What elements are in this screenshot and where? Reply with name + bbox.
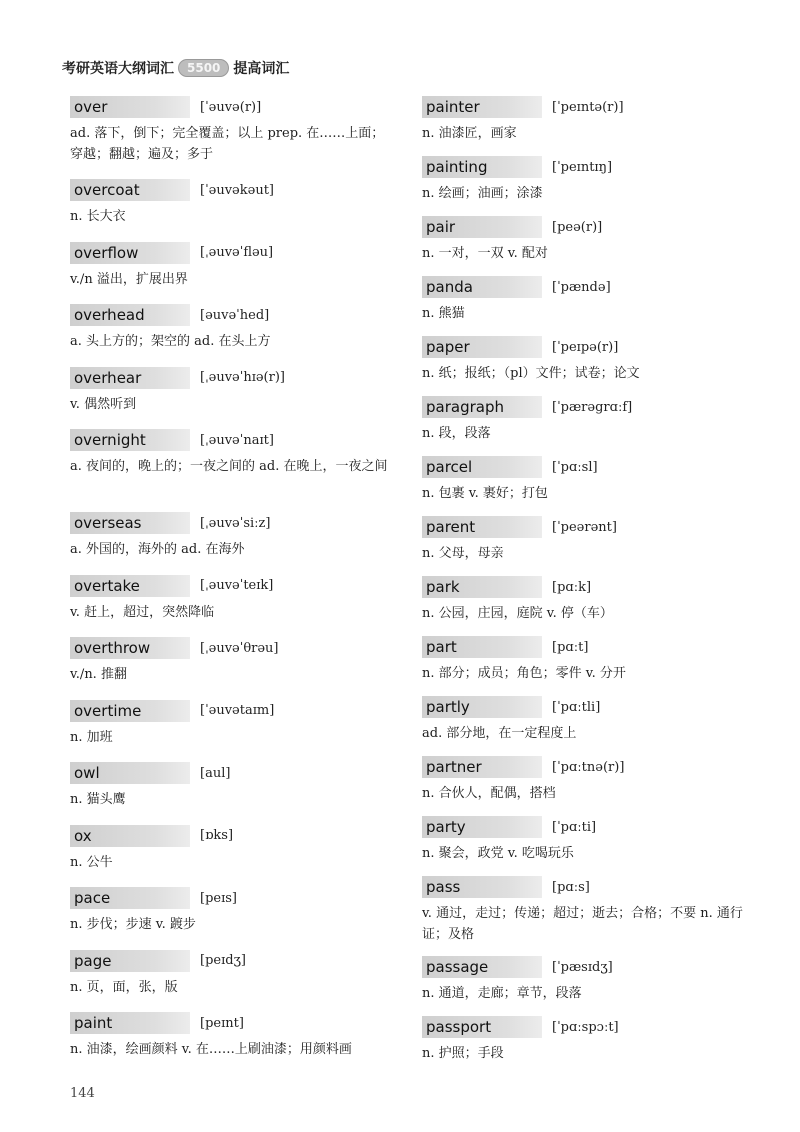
vocab-entry (70, 885, 400, 948)
vocab-entry (422, 514, 757, 574)
vocab-entry (70, 302, 400, 365)
vocab-entry (70, 427, 400, 510)
headword: overnight (70, 429, 190, 451)
headword: paragraph (422, 396, 542, 418)
vocab-entry (70, 698, 400, 761)
vocab-entry (422, 394, 757, 454)
phonetic: [ˈəuvəkəut] (200, 182, 274, 198)
headword: pair (422, 216, 542, 238)
phonetic: [ˌəuvəˈnaɪt] (200, 432, 274, 448)
definition: n. 合伙人，配偶，搭档 (422, 786, 556, 801)
phonetic: [əuvəˈhed] (200, 307, 270, 323)
definition: v./n 溢出，扩展出界 (70, 271, 188, 287)
vocab-entry (70, 177, 400, 240)
headword: parcel (422, 456, 542, 478)
vocab-entry (70, 760, 400, 823)
phonetic: [ɒks] (200, 828, 234, 843)
entry-headword-row (70, 427, 400, 453)
vocab-entry (70, 94, 400, 177)
phonetic: [ˈəuvətaɪm] (200, 703, 275, 718)
entry-headword-row (422, 514, 757, 540)
headword: panda (422, 276, 542, 298)
vocab-entry (70, 1010, 400, 1073)
entry-headword-row (422, 154, 757, 180)
vocab-entry (422, 334, 757, 394)
entry-headword-row (422, 214, 757, 240)
vocab-entry (422, 274, 757, 334)
phonetic: [ˈpændə] (552, 279, 611, 295)
headword: parent (422, 516, 542, 538)
entry-headword-row (70, 94, 400, 120)
entry-headword-row (70, 177, 400, 203)
headword: overcoat (70, 179, 190, 201)
definition: n. 护照；手段 (422, 1046, 504, 1061)
vocab-entry (422, 94, 757, 154)
vocab-entry (70, 365, 400, 428)
page-number: 144 (70, 1086, 95, 1101)
entry-headword-row (422, 954, 757, 980)
entry-headword-row (70, 240, 400, 266)
entry-headword-row (422, 694, 757, 720)
entry-headword-row (422, 574, 757, 600)
vocab-entry (422, 1014, 757, 1074)
definition: n. 加班 (70, 729, 113, 745)
definition: v. 赶上，超过，突然降临 (70, 604, 215, 620)
entry-headword-row (70, 510, 400, 536)
running-header (62, 58, 289, 78)
vocab-entry (70, 510, 400, 573)
phonetic: [pɑːk] (552, 579, 592, 595)
right-column (422, 94, 757, 1074)
phonetic: [ˌəuvəˈsiːz] (200, 515, 271, 531)
entry-headword-row (70, 885, 400, 911)
entry-headword-row (422, 1014, 757, 1040)
definition: n. 段，段落 (422, 426, 491, 441)
phonetic: [ˈpeɪpə(r)] (552, 339, 619, 355)
entry-headword-row (422, 454, 757, 480)
header-subtitle: 提高词汇 (233, 61, 290, 77)
vocab-entry (422, 574, 757, 634)
entry-headword-row (70, 365, 400, 391)
definition: n. 公牛 (70, 854, 113, 870)
headword: overtake (70, 575, 190, 597)
headword: ox (70, 825, 190, 847)
phonetic: [peɪs] (200, 890, 237, 906)
phonetic: [ˈpɑːti] (552, 819, 597, 835)
entry-headword-row (70, 573, 400, 599)
headword: partner (422, 756, 542, 778)
phonetic: [ˈpæsɪdʒ] (552, 959, 613, 975)
definition: n. 油漆匠，画家 (422, 126, 517, 141)
headword: paint (70, 1012, 190, 1034)
headword: owl (70, 762, 190, 784)
phonetic: [ˈpɑːspɔːt] (552, 1019, 619, 1035)
definition: v. 偶然听到 (70, 396, 137, 412)
definition: n. 包裹 v. 裹好；打包 (422, 486, 548, 501)
vocab-entry (422, 874, 757, 954)
vocab-entry (422, 454, 757, 514)
phonetic: [ˈpɑːtli] (552, 699, 601, 715)
entry-headword-row (70, 698, 400, 724)
headword: paper (422, 336, 542, 358)
headword: pace (70, 887, 190, 909)
definition: ad. 落下，倒下；完全覆盖；以上 prep. 在……上面；穿越；翻越；遍及；多于 (70, 126, 385, 162)
vocab-entry (422, 214, 757, 274)
headword: passage (422, 956, 542, 978)
headword: pass (422, 876, 542, 898)
definition: n. 油漆，绘画颜料 v. 在……上刷油漆；用颜料画 (70, 1042, 352, 1057)
phonetic: [peɪdʒ] (200, 953, 246, 968)
vocab-entry (422, 754, 757, 814)
phonetic: [ˌəuvəˈteɪk] (200, 578, 274, 593)
header-title: 考研英语大纲词汇 (62, 61, 174, 77)
vocab-entry (70, 948, 400, 1011)
phonetic: [ˈpeɪntɪŋ] (552, 159, 613, 175)
headword: page (70, 950, 190, 972)
headword: overseas (70, 512, 190, 534)
definition: n. 猫头鹰 (70, 792, 126, 807)
vocab-entry (422, 814, 757, 874)
headword: part (422, 636, 542, 658)
phonetic: [ˈpeɪntə(r)] (552, 99, 624, 115)
definition: n. 步伐；步速 v. 踱步 (70, 917, 196, 932)
left-column (70, 94, 400, 1073)
phonetic: [ˌəuvəˈhɪə(r)] (200, 370, 285, 385)
definition: a. 外国的，海外的 ad. 在海外 (70, 542, 245, 557)
headword: partly (422, 696, 542, 718)
vocab-entry (422, 954, 757, 1014)
headword: party (422, 816, 542, 838)
headword: painting (422, 156, 542, 178)
definition: a. 头上方的；架空的 ad. 在头上方 (70, 334, 271, 349)
entry-headword-row (422, 874, 757, 900)
definition: n. 页，面，张，版 (70, 979, 178, 995)
headword: overflow (70, 242, 190, 264)
vocab-entry (422, 694, 757, 754)
entry-headword-row (70, 823, 400, 849)
definition: n. 聚会，政党 v. 吃喝玩乐 (422, 846, 574, 861)
headword: overtime (70, 700, 190, 722)
entry-headword-row (70, 1010, 400, 1036)
phonetic: [ˈpɑːtnə(r)] (552, 759, 625, 775)
definition: n. 长大衣 (70, 209, 126, 224)
phonetic: [peə(r)] (552, 219, 603, 235)
definition: a. 夜间的，晚上的；一夜之间的 ad. 在晚上，一夜之间 (70, 459, 388, 474)
entry-headword-row (422, 94, 757, 120)
entry-headword-row (422, 274, 757, 300)
definition: n. 部分；成员；角色；零件 v. 分开 (422, 666, 626, 681)
headword: over (70, 96, 190, 118)
headword: passport (422, 1016, 542, 1038)
headword: overthrow (70, 637, 190, 659)
header-badge: 5500 (178, 59, 229, 77)
phonetic: [ˈpɑːsl] (552, 459, 598, 475)
definition: n. 纸；报纸；（pl）文件；试卷；论文 (422, 366, 640, 381)
entry-headword-row (422, 634, 757, 660)
vocab-entry (70, 823, 400, 886)
vocab-entry (70, 573, 400, 636)
vocab-entry (70, 635, 400, 698)
headword: overhead (70, 304, 190, 326)
definition: n. 熊猫 (422, 306, 465, 321)
headword: painter (422, 96, 542, 118)
headword: overhear (70, 367, 190, 389)
definition: v./n. 推翻 (70, 667, 127, 682)
vocab-entry (422, 154, 757, 214)
phonetic: [ˌəuvəˈθrəu] (200, 640, 279, 656)
headword: park (422, 576, 542, 598)
definition: n. 通道，走廊；章节，段落 (422, 986, 582, 1001)
phonetic: [aul] (200, 765, 231, 781)
entry-headword-row (422, 754, 757, 780)
definition: n. 一对，一双 v. 配对 (422, 246, 548, 261)
entry-headword-row (70, 302, 400, 328)
phonetic: [pɑːs] (552, 879, 590, 895)
entry-headword-row (422, 394, 757, 420)
phonetic: [ˈpeərənt] (552, 519, 617, 535)
entry-headword-row (70, 760, 400, 786)
definition: n. 父母，母亲 (422, 546, 504, 561)
phonetic: [pɑːt] (552, 639, 589, 655)
vocab-entry (70, 240, 400, 303)
phonetic: [peɪnt] (200, 1015, 244, 1031)
entry-headword-row (422, 334, 757, 360)
definition: n. 公园，庄园，庭院 v. 停（车） (422, 606, 613, 621)
phonetic: [ˈəuvə(r)] (200, 99, 262, 115)
vocab-entry (422, 634, 757, 694)
definition: n. 绘画；油画；涂漆 (422, 186, 543, 201)
entry-headword-row (70, 948, 400, 974)
definition: v. 通过，走过；传递；超过；逝去；合格；不要 n. 通行证；及格 (422, 906, 743, 942)
entry-headword-row (422, 814, 757, 840)
definition: ad. 部分地，在一定程度上 (422, 726, 577, 741)
phonetic: [ˈpærəgrɑːf] (552, 399, 633, 415)
entry-headword-row (70, 635, 400, 661)
phonetic: [ˌəuvəˈfləu] (200, 245, 274, 260)
